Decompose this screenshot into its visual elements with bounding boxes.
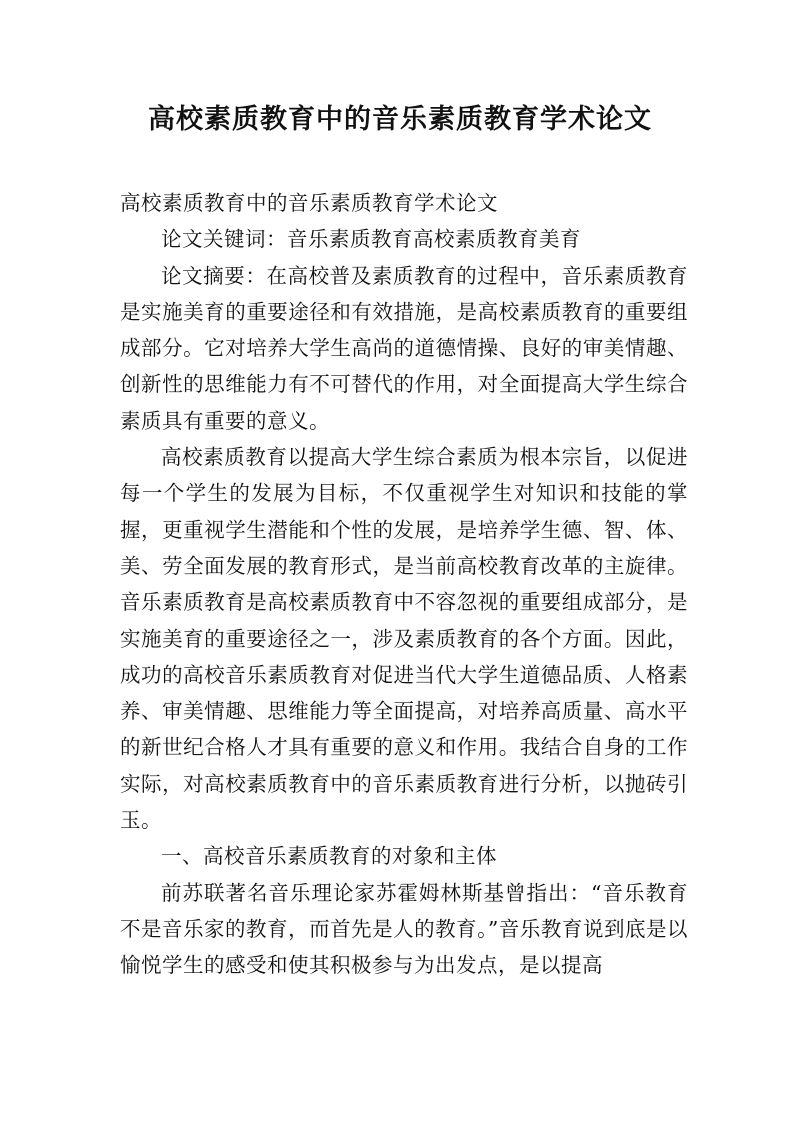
paragraph-heading: 高校素质教育中的音乐素质教育学术论文 xyxy=(120,191,498,215)
paragraph-section-1: 前苏联著名音乐理论家苏霍姆林斯基曾指出：“音乐教育不是音乐家的教育，而首先是人的教育。”音乐教育说到底是以愉悦学生的感受和使其积极参与为出发点，是以提高 xyxy=(120,880,688,978)
document-title: 高校素质教育中的音乐素质教育学术论文 xyxy=(148,104,652,135)
paragraph-abstract: 论文摘要：在高校普及素质教育的过程中，音乐素质教育是实施美育的重要途径和有效措施，是高校素质教育的重要组成部分。它对培养大学生高尚的道德情操、良好的审美情趣、创新性的思维能力有不可替代的作用，对全面提高大学生综合素质具有重要的意义。 xyxy=(120,263,688,433)
document-body xyxy=(120,185,688,984)
section-heading-1: 一、高校音乐素质教育的对象和主体 xyxy=(161,844,497,869)
paragraph-introduction: 高校素质教育以提高大学生综合素质为根本宗旨，以促进每一个学生的发展为目标，不仅重视学生对知识和技能的掌握，更重视学生潜能和个性的发展，是培养学生德、智、体、美、劳全面发展的教育形式，是当前高校教育改革的主旋律。音乐素质教育是高校素质教育中不容忽视的重要组成部分，是实施美育的重要途径之一，涉及素质教育的各个方面。因此，成功的高校音乐素质教育对促进当代大学生道德品质、人格素养、审美情趣、思维能力等全面提高，对培养高质量、高水平的新世纪合格人才具有重要的意义和作用。我结合自身的工作实际，对高校素质教育中的音乐素质教育进行分析，以抛砖引玉。 xyxy=(120,445,688,833)
paragraph-keywords: 论文关键词：音乐素质教育高校素质教育美育 xyxy=(161,227,581,252)
